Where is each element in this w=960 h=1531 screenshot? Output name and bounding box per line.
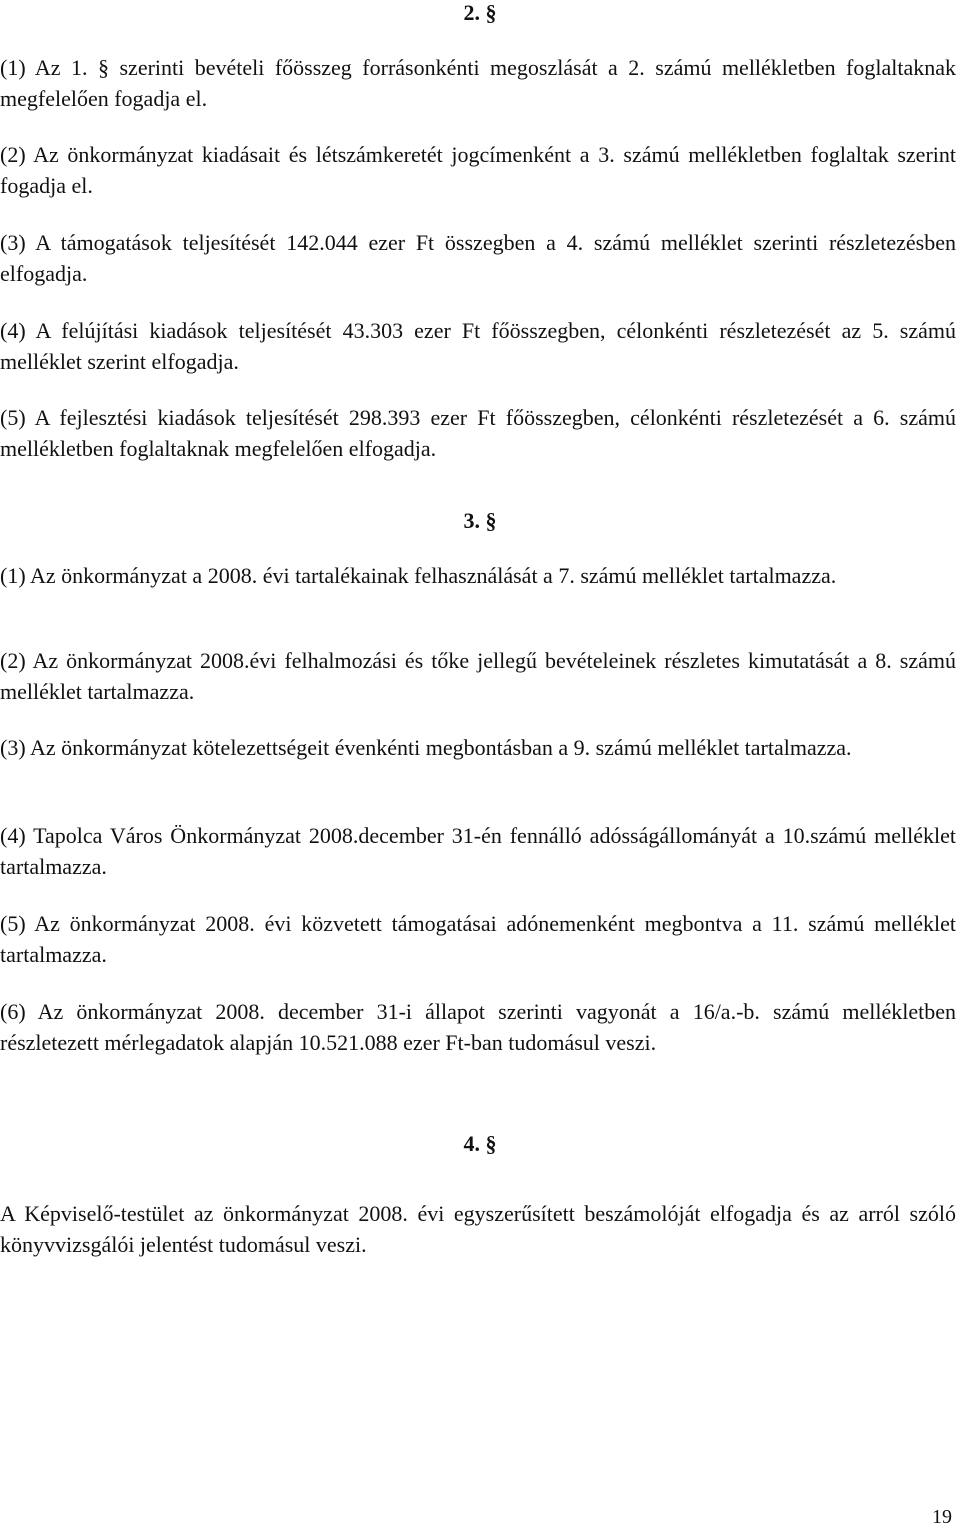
section-3-paragraph-2: (2) Az önkormányzat 2008.évi felhalmozási és tőke jellegű bevételeinek részletes kimutatását a 8. számú melléklet tartalmazza. xyxy=(0,648,956,704)
section-4-paragraph-1: A Képviselő-testület az önkormányzat 2008. évi egyszerűsített beszámolóját elfogadja és az arról szóló könyvvizsgálói jelentést tudomásul veszi. xyxy=(0,1201,956,1257)
section-3-paragraph-1: (1) Az önkormányzat a 2008. évi tartalékainak felhasználását a 7. számú melléklet tartalmazza. xyxy=(0,563,837,588)
section-2-paragraph-3: (3) A támogatások teljesítését 142.044 ezer Ft összegben a 4. számú melléklet szerinti részletezésben elfogadja. xyxy=(0,230,956,286)
section-3-heading: 3. § xyxy=(463,508,497,533)
section-2-paragraph-4: (4) A felújítási kiadások teljesítését 43.303 ezer Ft főösszegben, célonkénti részletezését az 5. számú melléklet szerint elfogadja. xyxy=(0,318,956,374)
section-4-heading: 4. § xyxy=(463,1131,497,1156)
section-3-paragraph-3: (3) Az önkormányzat kötelezettségeit évenkénti megbontásban a 9. számú melléklet tartalmazza. xyxy=(0,735,852,760)
page-number: 19 xyxy=(932,1506,952,1528)
section-3-paragraph-5: (5) Az önkormányzat 2008. évi közvetett támogatásai adónemenként megbontva a 11. számú melléklet tartalmazza. xyxy=(0,911,956,967)
section-3-paragraph-4: (4) Tapolca Város Önkormányzat 2008.december 31-én fennálló adósságállományát a 10.számú melléklet tartalmazza. xyxy=(0,823,956,879)
section-2-heading: 2. § xyxy=(463,0,497,25)
section-2-paragraph-1: (1) Az 1. § szerinti bevételi főösszeg forrásonkénti megoszlását a 2. számú mellékletben foglaltaknak megfelelően fogadja el. xyxy=(0,55,956,111)
section-2-paragraph-2: (2) Az önkormányzat kiadásait és létszámkeretét jogcímenként a 3. számú mellékletben foglaltak szerint fogadja el. xyxy=(0,142,956,198)
section-3-paragraph-6: (6) Az önkormányzat 2008. december 31-i állapot szerinti vagyonát a 16/a.-b. számú mellékletben részletezett mérlegadatok alapján 10.521.088 ezer Ft-ban tudomásul veszi. xyxy=(0,999,956,1055)
section-2-paragraph-5: (5) A fejlesztési kiadások teljesítését 298.393 ezer Ft főösszegben, célonkénti részletezését a 6. számú mellékletben foglaltaknak megfelelően elfogadja. xyxy=(0,405,956,461)
